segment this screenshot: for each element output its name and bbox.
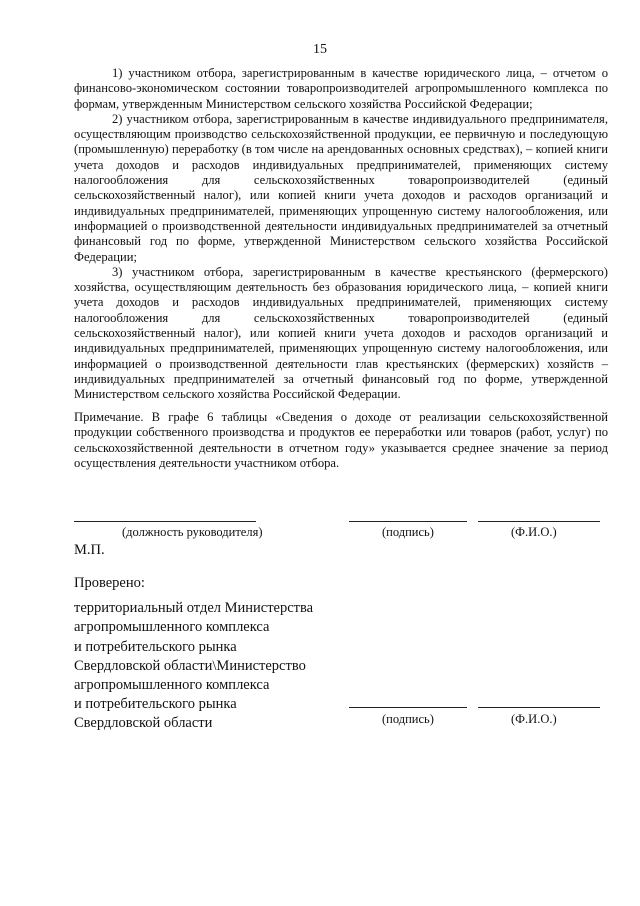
verification-line: территориальный отдел Министерства <box>74 600 314 617</box>
verification-line: Свердловской области <box>74 715 213 732</box>
name-caption: (Ф.И.О.) <box>511 525 557 539</box>
paragraph-legal-entity: 1) участником отбора, зарегистрированным в качестве юридического лица, – отчетом о финансово-экономическом состоянии товаропроизводителей агропромышленного комплекса по формам, утвержденным Министерством сельского хозяйства Российской Федерации; <box>74 66 608 111</box>
paragraph-farm-enterprise: 3) участником отбора, зарегистрированным в качестве крестьянского (фермерского) хозяйства, осуществляющим деятельность без образования юридического лица, – копией книги учета доходов и расходов индивидуальных предпринимателей, применяющих систему налогообложения для сельскохозяйственных товаропроизводителей (единый сельскохозяйственный налог), или копией книги учета доходов и расходов организаций и индивидуальных предпринимателей, применяющих упрощенную систему налогообложения, или информацией о производственной деятельности глав крестьянских (фермерских) хозяйств – индивидуальных предпринимателей за отчетный финансовый год по форме, утвержденной Министерством сельского хозяйства Российской Федерации. <box>74 264 608 402</box>
verification-name-caption: (Ф.И.О.) <box>511 712 557 726</box>
paragraph-individual-entrepreneur: 2) участником отбора, зарегистрированным в качестве индивидуального предпринимателя, осуществляющим производство сельскохозяйственной продукции, ее первичную и последующую (промышленную) переработку (в том числе на арендованных основных средствах), – копией книги учета доходов и расходов индивидуальных предпринимателей, применяющих систему налогообложения для сельскохозяйственных товаропроизводителей (единый сельскохозяйственный налог), или копией книги учета доходов и расходов организаций и индивидуальных предпринимателей, применяющих упрощенную систему налогообложения, или информацией о производственной деятельности индивидуальных предпринимателей за отчетный финансовый год по форме, утвержденной Министерством сельского хозяйства Российской Федерации; <box>74 111 608 264</box>
stamp-place-label: М.П. <box>74 542 105 558</box>
verification-line: агропромышленного комплекса <box>74 619 270 636</box>
body-text <box>74 66 608 403</box>
position-caption: (должность руководителя) <box>122 525 263 539</box>
verification-line: и потребительского рынка <box>74 696 237 713</box>
verification-heading: Проверено: <box>74 575 145 591</box>
note <box>74 410 608 471</box>
verification-block <box>74 574 313 734</box>
verification-line: Свердловской области\Министерство <box>74 657 306 674</box>
verification-signature-line <box>349 707 467 708</box>
position-signature-line <box>74 521 256 522</box>
signature-line <box>349 521 467 522</box>
note-text: Примечание. В графе 6 таблицы «Сведения о доходе от реализации сельскохозяйственной продукции собственного производства и продуктов ее переработки или товаров (работ, услуг) по сельскохозяйственной деятельности в отчетном году» указывается среднее значение за период осуществления деятельности участником отбора. <box>74 410 608 470</box>
name-line <box>478 521 600 522</box>
verification-name-line <box>478 707 600 708</box>
page-number: 15 <box>313 42 327 57</box>
verification-line: агропромышленного комплекса <box>74 677 270 694</box>
signature-caption: (подпись) <box>382 525 434 539</box>
verification-line: и потребительского рынка <box>74 638 237 655</box>
verification-signature-caption: (подпись) <box>382 712 434 726</box>
